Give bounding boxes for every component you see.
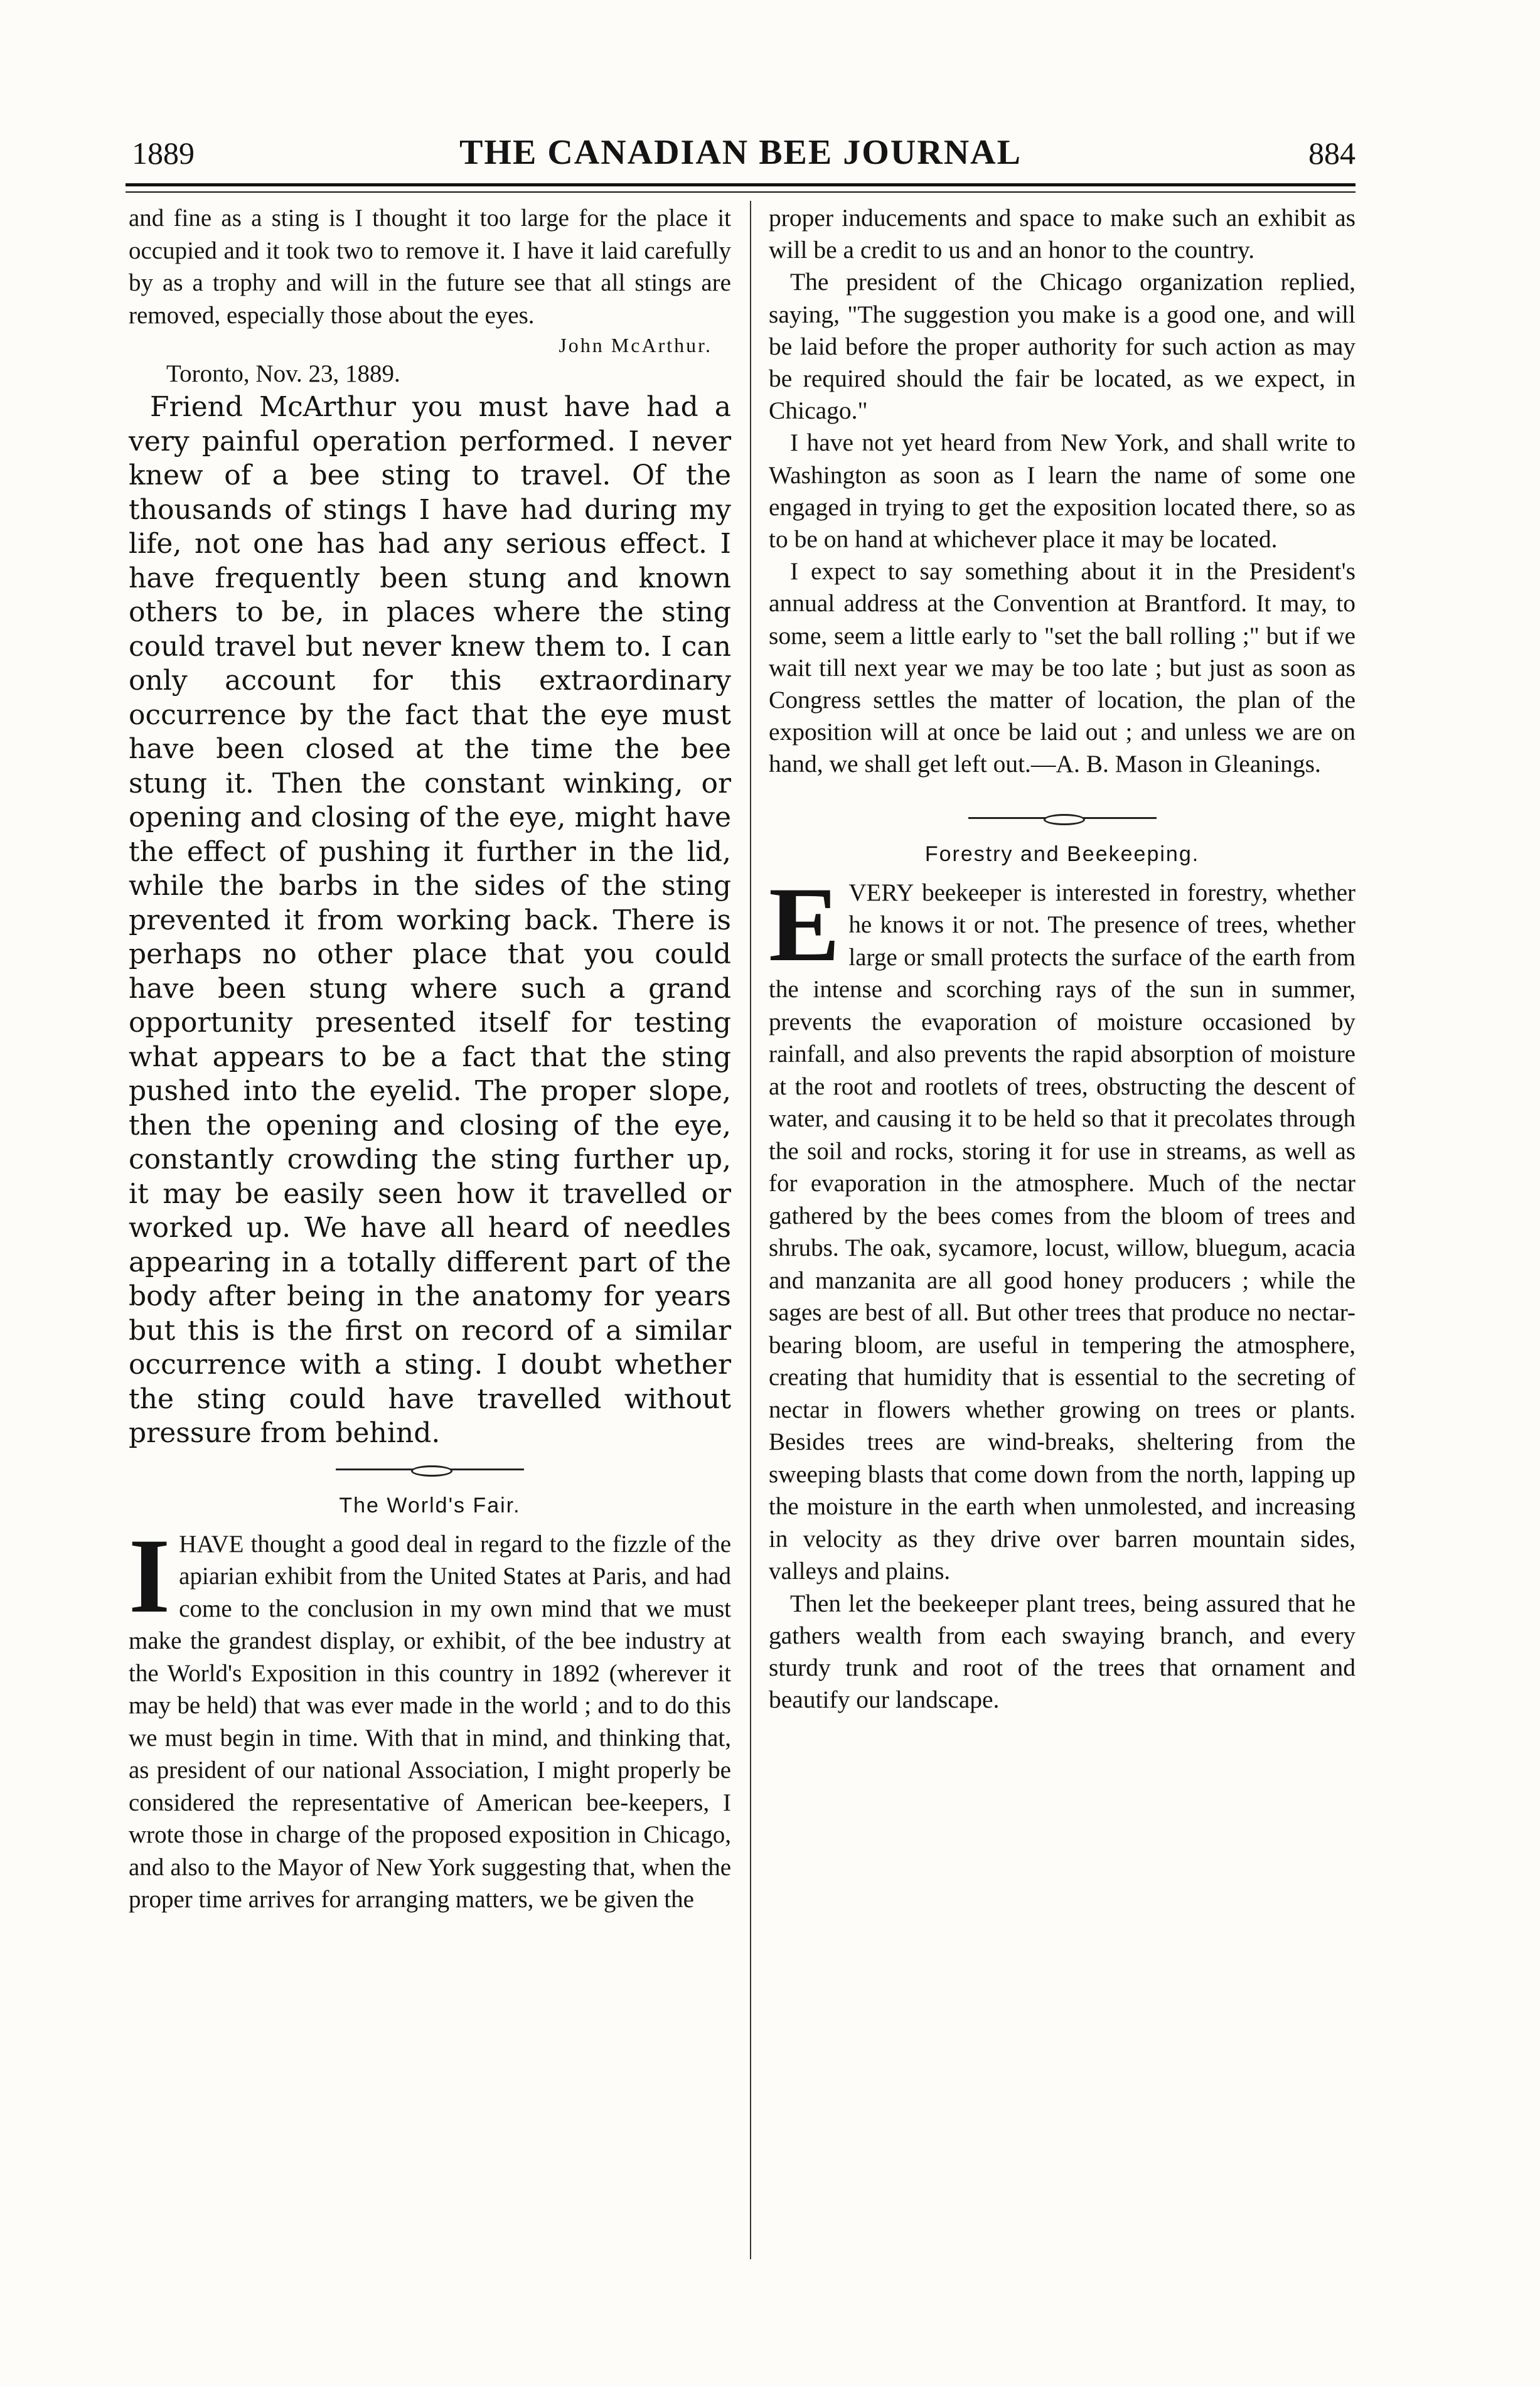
worlds-fair-continued-2: The president of the Chicago organization replied, saying, "The suggestion you make is a good one, and will be laid before the proper authority for such action as may be required should the fair be located, as we expect, in Chicago."	[769, 268, 1356, 425]
header-rule-thin	[126, 191, 1356, 193]
letter-end-paragraph: and fine as a sting is I thought it too large for the place it occupied and it took two to remove it. I have it laid carefully by as a trophy and will in the future see that all stings are removed, especially those about the eyes.	[129, 205, 731, 329]
header-year: 1889	[132, 136, 195, 171]
right-column	[769, 202, 1356, 1716]
worlds-fair-article	[129, 1516, 731, 1916]
worlds-fair-heading: The World's Fair.	[339, 1493, 521, 1517]
section-separator-ornament	[129, 1451, 731, 1489]
forestry-heading: Forestry and Beekeeping.	[924, 842, 1200, 866]
worlds-fair-continued-4: I expect to say something about it in the President's annual address at the Convention at Brantford. It may, to some, seem a little early to "set the ball rolling ;" but if we wait till next year we may be too late ; but just as soon as Congress settles the matter of location, the plan of the exposition will at once be laid out ; and unless we are on hand, we shall get left out.—A. B. Mason in Gleanings.	[769, 557, 1356, 778]
column-divider	[750, 201, 751, 2259]
letter-signature: John McArthur.	[559, 334, 712, 356]
worlds-fair-body: HAVE thought a good deal in regard to the fizzle of the apiarian exhibit from the United States at Paris, and had come to the conclusion in my own mind that we must make the grandest display, or exhibit, of the bee industry at the World's Exposition in this country in 1892 (wherever it may be held) that was ever made in the world ; and to do this we must begin in time. With that in mind, and thinking that, as president of our national Association, I might properly be considered the representative of American bee-keepers, I wrote those in charge of the proposed exposition in Chicago, and also to the Mayor of New York suggesting that, when the proper time arrives for arranging matters, we be given the	[129, 1530, 731, 1913]
forestry-closing-paragraph: Then let the beekeeper plant trees, being assured that he gathers wealth from each swaying branch, and every sturdy trunk and root of the trees that ornament and beautify our landscape.	[769, 1589, 1356, 1714]
forestry-article	[769, 865, 1356, 1588]
journal-title: THE CANADIAN BEE JOURNAL	[459, 133, 1022, 172]
header-rule-thick	[126, 183, 1356, 186]
forestry-dropcap: E	[769, 865, 840, 983]
forestry-body: VERY beekeeper is interested in forestry, whether he knows it or not. The presence of trees, whether large or small protects the surface of the earth from the intense and scorching rays of the sun in summer, prevents the evaporation of moisture occasioned by rainfall, and also prevents the rapid absorption of moisture at the root and rootlets of trees, obstructing the descent of water, and causing it to be held so that it precolates through the soil and rocks, storing it for use in streams, as well as for evaporation in the atmosphere. Much of the nectar gathered by the bees comes from the bloom of trees and shrubs. The oak, sycamore, locust, willow, bluegum, acacia and manzanita are all good honey producers ; while the sages are best of all. But other trees that produce no nectar-bearing bloom, are useful in tempering the atmosphere, creating that humidity that is essential to the secreting of nectar in flowers whether growing on trees or plants. Besides trees are wind-breaks, sheltering from the sweeping blasts that come down from the north, lapping up the moisture in the earth when unmolested, and increasing in velocity as they drive over barren mountain sides, valleys and plains.	[769, 879, 1356, 1585]
editor-reply-paragraph: Friend McArthur you must have had a very painful operation performed. I never knew of a bee sting to travel. Of the thousands of stings I have had during my life, not one has had any serious effect. I have frequently been stung and known others to be, in places where the sting could travel but never knew them to. I can only account for this extraordinary occurrence by the fact that the eye must have been closed at the time the bee stung it. Then the constant winking, or opening and closing of the eye, might have the effect of pushing it further in the lid, while the barbs in the sides of the sting prevented it from working back. There is perhaps no other place that you could have been stung where such a grand opportunity presented itself for testing what appears to be a fact that the sting pushed into the eyelid. The proper slope, then the opening and closing of the eye, constantly crowding the sting further up, it may be easily seen how it travelled or worked up. We have all heard of needles appearing in a totally different part of the body after being in the anatomy for years but this is the first on record of a similar occurrence with a sting. I doubt whether the sting could have travelled without pressure from behind.	[129, 391, 731, 1449]
letter-dateline: Toronto, Nov. 23, 1889.	[166, 360, 400, 387]
left-column	[129, 202, 731, 1916]
worlds-fair-dropcap: I	[129, 1516, 171, 1635]
worlds-fair-continued-1: proper inducements and space to make such an exhibit as will be a credit to us and an honor to the country.	[769, 204, 1356, 264]
worlds-fair-continued-3: I have not yet heard from New York, and shall write to Washington as soon as I learn the name of some one engaged in trying to get the exposition located there, so as to be on hand at whichever place it may be located.	[769, 429, 1356, 554]
section-separator-ornament	[769, 800, 1356, 837]
page-number: 884	[1308, 136, 1356, 171]
running-head	[126, 122, 1356, 179]
